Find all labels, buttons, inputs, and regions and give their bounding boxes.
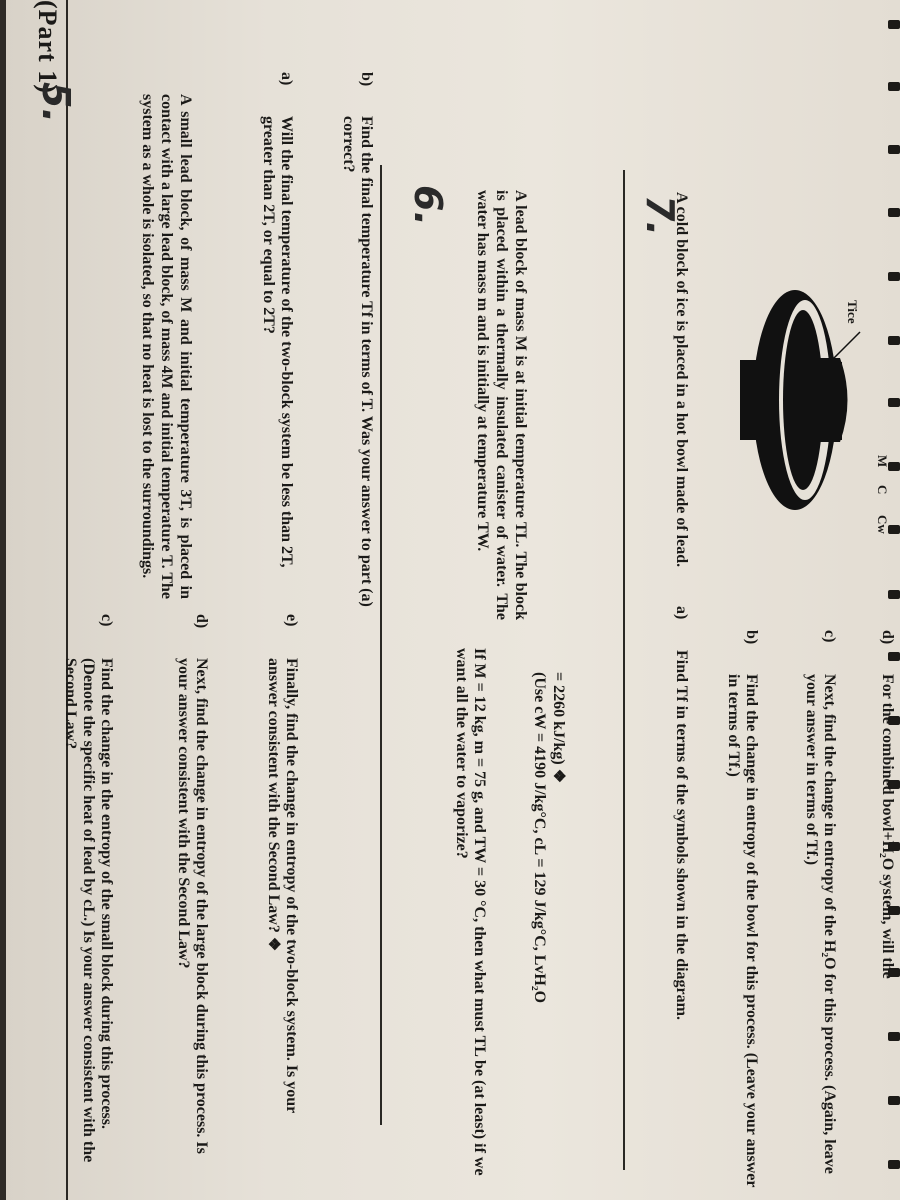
diagram-label-cw: Cw (875, 515, 890, 534)
problem-7d-label: d) (879, 630, 896, 645)
diagram-label-m: M (875, 455, 890, 468)
problem-7d-text: For the combined bowl+H₂O system, will the (879, 674, 896, 979)
problem-6-statement: A lead block of mass M is at initial temperature TL. The block is placed within a thermally insulated canister of water. The water has mass m and is initially at temperature TW. (474, 190, 529, 620)
ice-temperature-label: Tice (845, 300, 860, 324)
problem-7c-text: Next, find the change in entropy of the H₂O for this process. (Again, leave your answer in terms of Tf.) (803, 674, 838, 1174)
ice-pointer-line (830, 332, 860, 362)
problem-7-statement: A cold block of ice is placed in a hot bowl made of lead. (673, 192, 690, 568)
problem-7a (672, 606, 690, 1200)
problem-5e-label: e) (283, 614, 300, 627)
problem-7b (724, 630, 760, 1194)
problem-5-number: 5. (34, 82, 78, 123)
problem-5-statement: A small lead block, of mass M and initial temperature 3T, is placed in contact with a large lead block, of mass 4M and initial temperature T. The system as a whole is isolated, so that no heat is lost to the surroundings. (139, 94, 194, 600)
problem-5a-text: Will the final temperature of the two-block system be less than 2T, greater than 2T, or equal to 2T? (260, 116, 295, 568)
problem-5c-text: Find the change in the entropy of the small block during this process. (Denote the specific heat of lead by cL.) Is your answer consistent with the Second Law? (62, 658, 115, 1163)
problem-6-number: 6. (406, 185, 450, 226)
problem-5c (61, 614, 115, 1168)
problem-7b-label: b) (743, 630, 760, 645)
problem-7c (802, 630, 838, 1200)
problem-7a-label: a) (673, 606, 690, 620)
bowl-base (740, 360, 762, 440)
bowl-diagram (700, 250, 900, 550)
problem-5b (339, 72, 375, 656)
divider-6-7 (623, 170, 625, 1170)
problem-5e (264, 614, 300, 1158)
problem-5e-text: Finally, find the change in entropy of the two-block system. Is your answer consistent with the Second Law? ❖ (265, 658, 300, 1113)
problem-7a-text: Find Tf in terms of the symbols shown in the diagram. (673, 650, 690, 1020)
problem-5a (259, 72, 295, 616)
problem-5d-text: Next, find the change in entropy of the large block during this process. Is your answer consistent with the Second Law? (175, 658, 210, 1154)
problem-5b-text: Find the final temperature Tf in terms of T. Was your answer to part (a) correct? (340, 116, 375, 607)
divider-5-6 (380, 165, 382, 1125)
problem-7-number: 7. (638, 195, 682, 236)
problem-7b-text: Find the change in entropy of the bowl for this process. (Leave your answer in terms of Tf.) (725, 674, 760, 1188)
problem-5b-label: b) (358, 72, 375, 87)
problem-5d-label: d) (193, 614, 210, 629)
problem-5d (174, 614, 210, 1158)
problem-6-constants-2: = 2260 kJ/kg) ❖ (550, 672, 567, 784)
ice-top (805, 358, 848, 442)
problem-5c-label: c) (98, 614, 115, 627)
problem-5a-label: a) (278, 72, 295, 86)
problem-6-question: If M = 12 kg, m = 75 g, and TW = 30 °C, then what must TL be (at least) if we want all the water to vaporize? (453, 648, 488, 1176)
diagram-label-c: C (875, 485, 890, 495)
problem-7c-label: c) (821, 630, 838, 643)
problem-7d (878, 630, 896, 1200)
part-header: (Part 1) (33, 0, 62, 94)
problem-6-constants-1: (Use cW = 4190 J/kg°C, cL = 129 J/kg°C, LvH₂O (531, 672, 548, 1004)
